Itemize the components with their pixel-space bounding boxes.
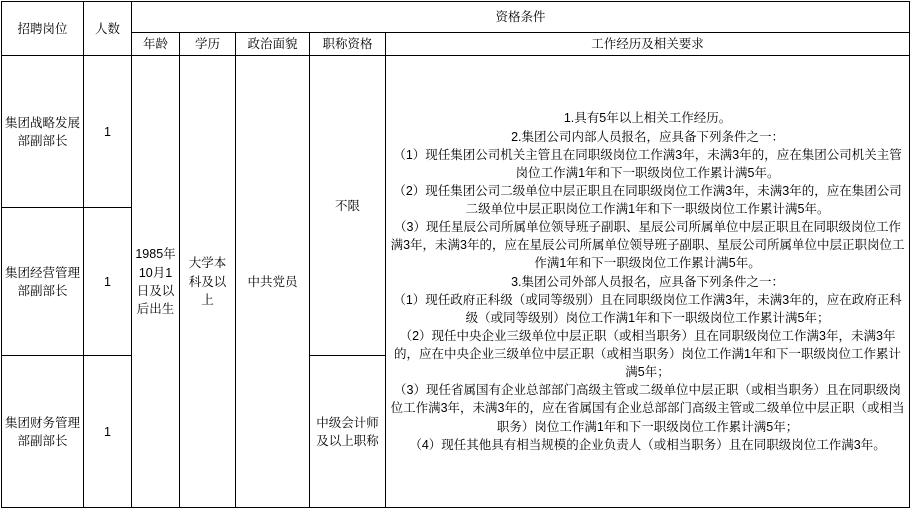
header-age: 年龄 [132, 33, 180, 56]
experience-line: 2.集团公司内部人员报名，应具备下列条件之一： [511, 129, 784, 144]
experience-line: 1.具有5年以上相关工作经历。 [563, 111, 732, 126]
cell-title-cert-bottom: 中级会计师及以上职称 [310, 356, 386, 508]
table-header-row-2 [2, 33, 910, 56]
cell-count-3: 1 [84, 356, 132, 508]
cell-title-cert-top: 不限 [310, 56, 386, 356]
cell-job-2: 集团经营管理部副部长 [2, 208, 84, 356]
experience-line: （4）现任其他具有相当规模的企业负责人（或相当职务）且在同职级岗位工作满3年。 [409, 437, 886, 452]
cell-experience [386, 56, 910, 508]
experience-line: （1）现任集团公司机关主管且在同职级岗位工作满3年，未满3年的，应在集团公司机关主管岗位工作满1年和下一职级岗位工作累计满5年。 [393, 147, 902, 180]
header-job: 招聘岗位 [2, 2, 84, 56]
experience-line: （3）现任省属国有企业总部部门高级主管或二级单位中层正职（或相当职务）且在同职级岗位工作满3年，未满3年的，应在省属国有企业总部部门高级主管或二级单位中层正职（或相当职务）岗位工作满1年和下一职级岗位工作累计满5年； [390, 383, 905, 434]
experience-line: （3）现任星辰公司所属单位领导班子副职、星辰公司所属单位中层正职且在同职级岗位工作满3年，未满3年的，应在星辰公司所属单位领导班子副职、星辰公司所属单位中层正职岗位工作满1年和下一职级岗位工作累计满5年。 [390, 220, 905, 271]
cell-education: 大学本科及以上 [180, 56, 236, 508]
header-education: 学历 [180, 33, 236, 56]
experience-line: （2）现任集团公司二级单位中层正职且在同职级岗位工作满3年，未满3年的，应在集团公司二级单位中层正职岗位工作满1年和下一职级岗位工作累计满5年。 [393, 183, 902, 217]
table-header-row-1 [2, 2, 910, 33]
header-count: 人数 [84, 2, 132, 56]
header-title-cert: 职称资格 [310, 33, 386, 56]
header-qualification-group: 资格条件 [132, 2, 910, 33]
cell-count-1: 1 [84, 56, 132, 208]
header-experience: 工作经历及相关要求 [386, 33, 910, 56]
experience-line: 3.集团公司外部人员报名，应具备下列条件之一： [511, 274, 784, 289]
cell-age: 1985年10月1日及以后出生 [132, 56, 180, 508]
experience-line: （1）现任政府正科级（或同等级别）且在同职级岗位工作满3年，未满3年的，应在政府正科级（或同等级别）岗位工作满1年和下一职级岗位工作累计满5年； [393, 292, 902, 325]
recruitment-table-sheet [0, 1, 910, 515]
cell-political: 中共党员 [236, 56, 310, 508]
experience-line: （2）现任中央企业三级单位中层正职（或相当职务）且在同职级岗位工作满3年，未满3年的，应在中央企业三级单位中层正职（或相当职务）岗位工作满1年和下一职级岗位工作累计满5年； [394, 328, 902, 380]
cell-count-2: 1 [84, 208, 132, 356]
table-row [2, 56, 910, 208]
cell-job-3: 集团财务管理部副部长 [2, 356, 84, 508]
recruitment-qualification-table [1, 1, 910, 508]
cell-job-1: 集团战略发展部副部长 [2, 56, 84, 208]
header-political: 政治面貌 [236, 33, 310, 56]
